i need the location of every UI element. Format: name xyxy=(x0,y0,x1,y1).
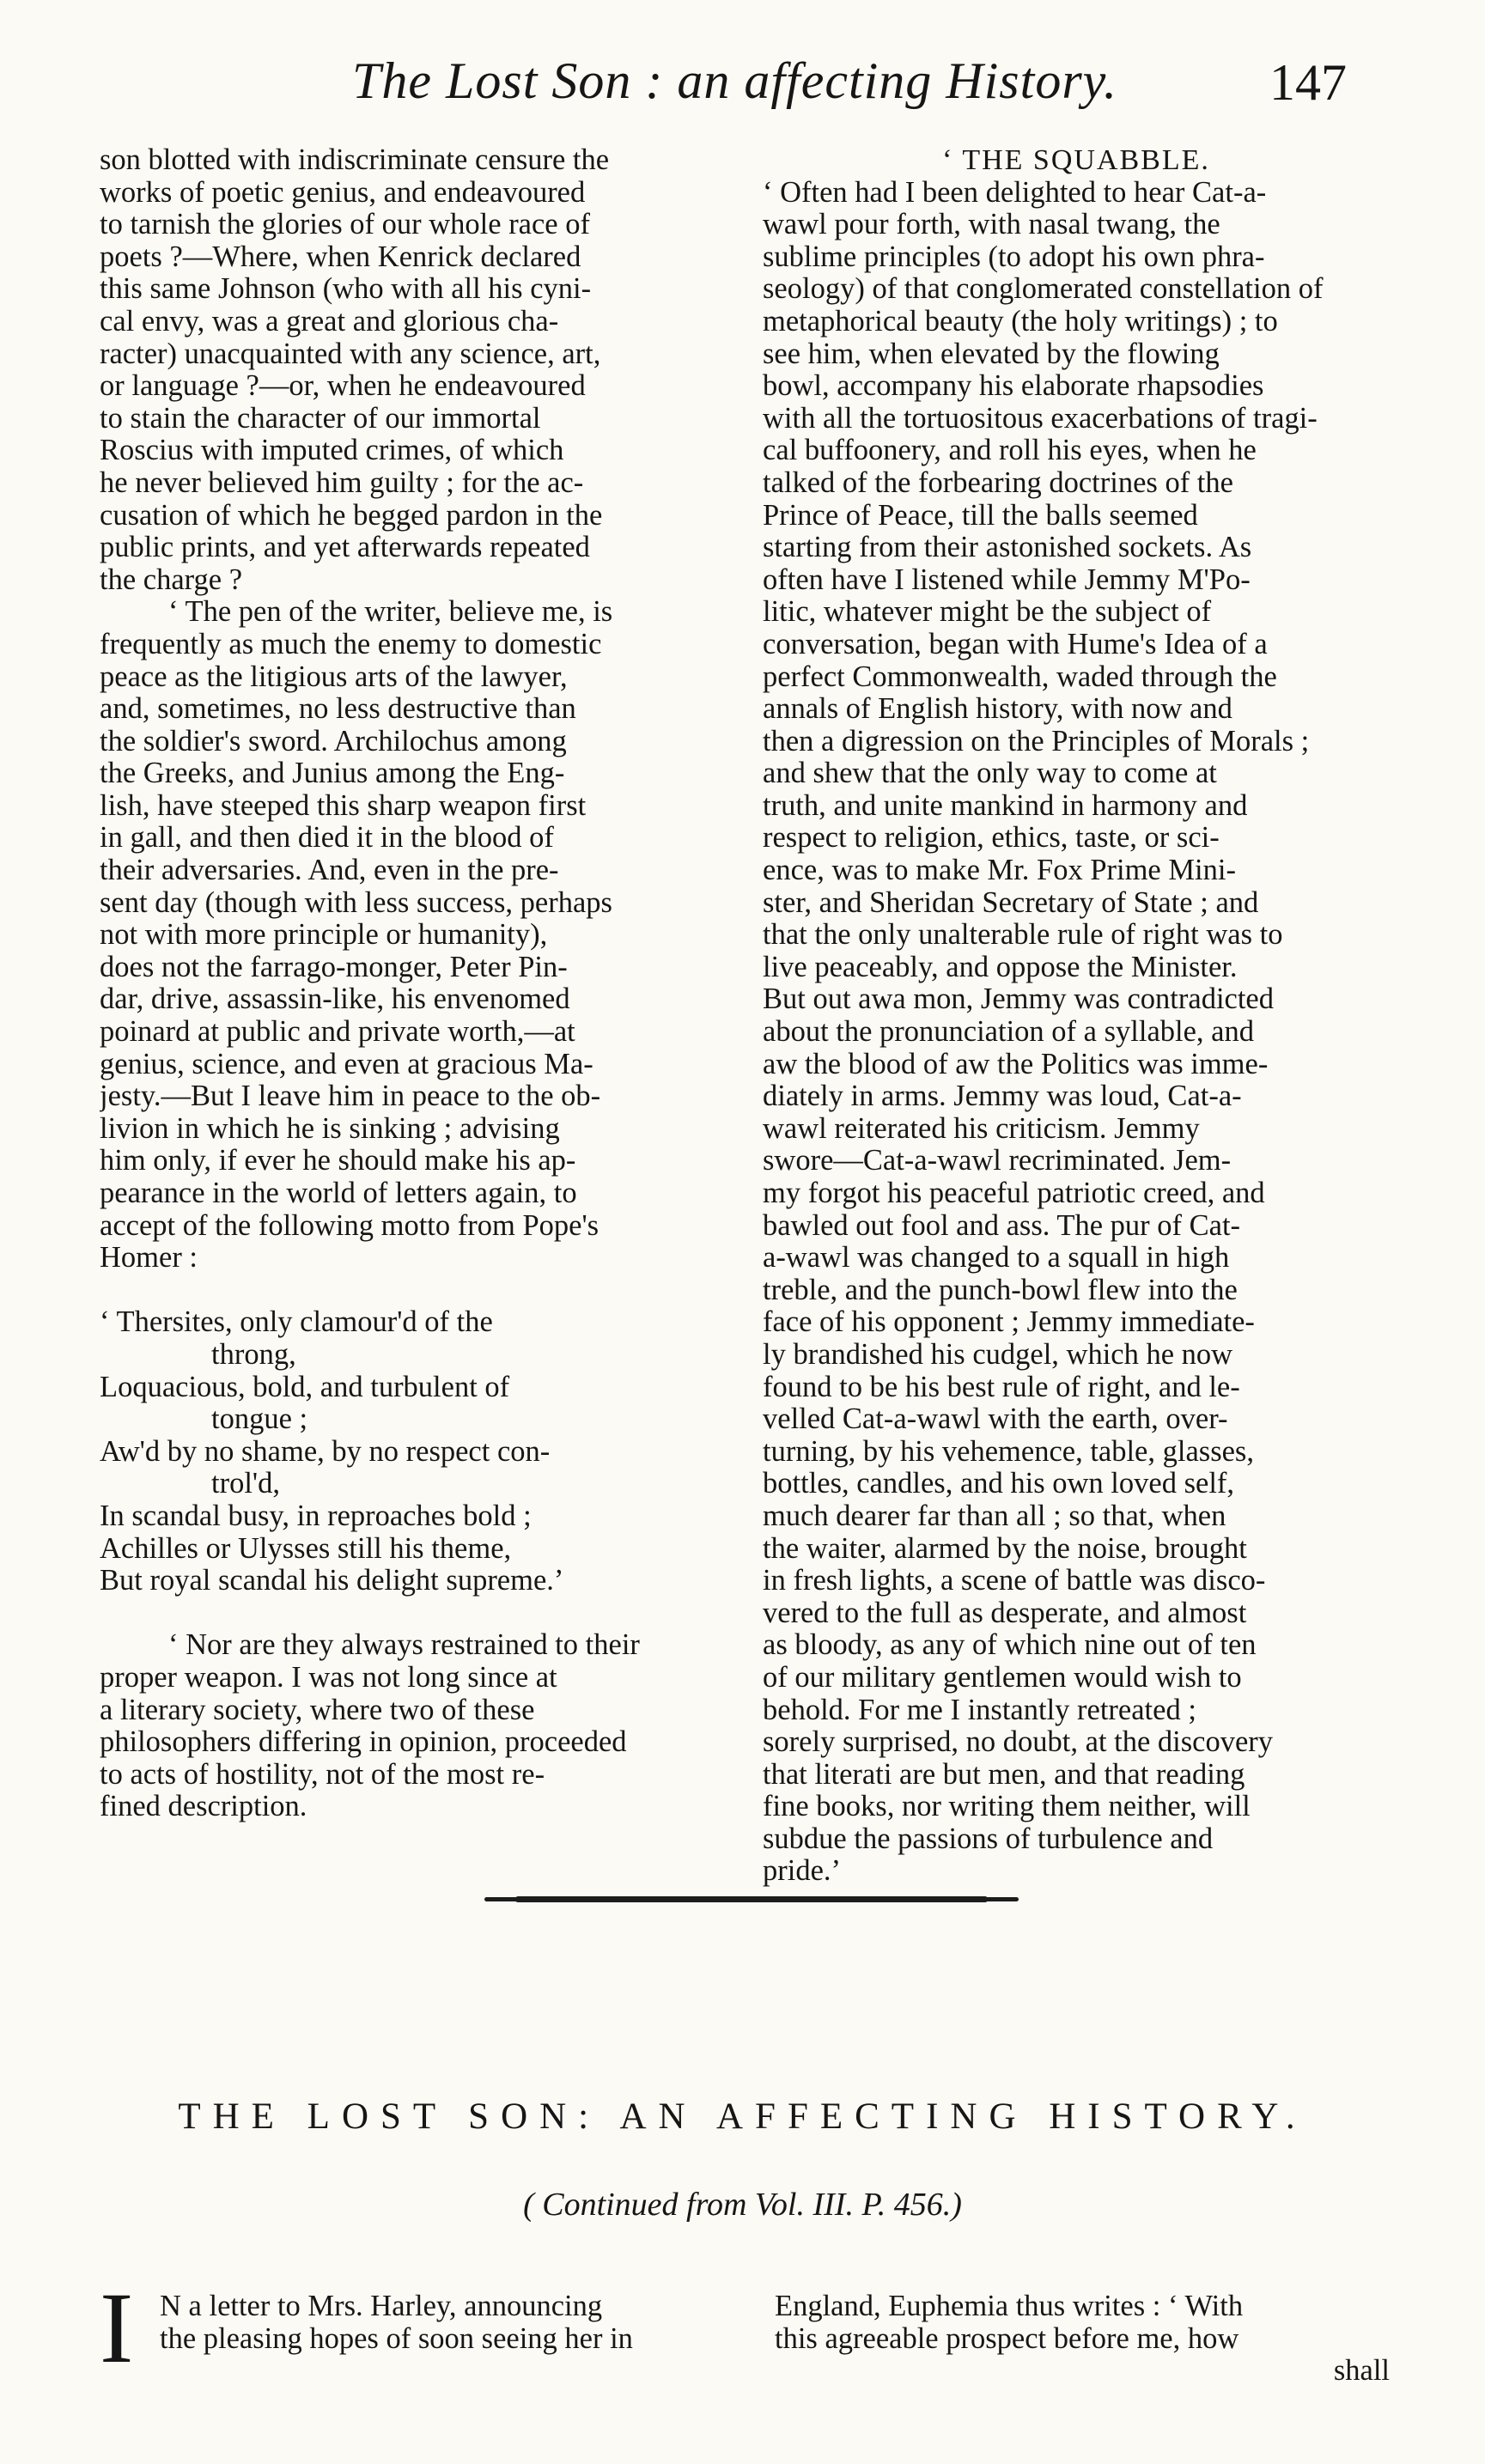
text-line: does not the farrago-monger, Peter Pin- xyxy=(100,951,568,983)
text-line: and shew that the only way to come at xyxy=(763,757,1217,790)
article-body-right xyxy=(775,2291,1390,2388)
text-line: cal envy, was a great and glorious cha- xyxy=(100,305,559,338)
text-line: the charge ? xyxy=(100,563,243,596)
text-line: in fresh lights, a scene of battle was disco- xyxy=(763,1565,1266,1597)
text-line: to acts of hostility, not of the most re- xyxy=(100,1758,545,1791)
verse-quotation xyxy=(100,1306,716,1597)
text-line: shall xyxy=(1333,2355,1390,2388)
text-line: works of poetic genius, and endeavoured xyxy=(100,176,586,209)
verse-line: Aw'd by no shame, by no respect con- xyxy=(100,1435,551,1468)
text-line: pride.’ xyxy=(763,1855,842,1888)
right-column xyxy=(763,144,1390,1888)
text-line: talked of the forbearing doctrines of the xyxy=(763,466,1233,499)
text-line: proper weapon. I was not long since at xyxy=(100,1661,557,1694)
text-line: bawled out fool and ass. The pur of Cat- xyxy=(763,1209,1241,1242)
text-line: their adversaries. And, even in the pre- xyxy=(100,855,559,887)
text-line: turning, by his vehemence, table, glasses, xyxy=(763,1435,1254,1468)
text-line: dar, drive, assassin-like, his envenomed xyxy=(100,983,570,1016)
page-number: 147 xyxy=(1269,54,1347,111)
text-line: accept of the following motto from Pope's xyxy=(100,1209,599,1242)
text-line: with all the tortuositous exacerbations of tragi- xyxy=(763,402,1318,435)
text-line: velled Cat-a-wawl with the earth, over- xyxy=(763,1403,1228,1436)
text-line: the pleasing hopes of soon seeing her in xyxy=(160,2322,633,2355)
text-line: that literati are but men, and that reading xyxy=(763,1758,1245,1791)
verse-line: Loquacious, bold, and turbulent of xyxy=(100,1371,510,1403)
left-column-body xyxy=(100,144,716,1275)
text-line: ster, and Sheridan Secretary of State ; and xyxy=(763,886,1259,919)
text-line: ‘ Nor are they always restrained to their xyxy=(168,1629,640,1662)
text-line: sent day (though with less success, perhaps xyxy=(100,886,612,919)
text-line: as bloody, as any of which nine out of ten xyxy=(763,1629,1257,1662)
text-line: sorely surprised, no doubt, at the discovery xyxy=(763,1726,1274,1759)
text-line: the waiter, alarmed by the noise, brought xyxy=(763,1532,1247,1565)
section-heading-squabble: ‘ THE SQUABBLE. xyxy=(942,144,1210,176)
section-divider-rule xyxy=(515,1896,988,1902)
text-line: pearance in the world of letters again, to xyxy=(100,1177,577,1209)
text-line: he never believed him guilty ; for the ac- xyxy=(100,466,584,499)
text-line: sublime principles (to adopt his own phra- xyxy=(763,240,1265,273)
text-line: found to be his best rule of right, and le- xyxy=(763,1371,1240,1403)
text-line: treble, and the punch-bowl flew into the xyxy=(763,1274,1238,1306)
text-line: to stain the character of our immortal xyxy=(100,402,541,435)
left-column xyxy=(100,144,716,1823)
text-line: seology) of that conglomerated constellation of xyxy=(763,273,1324,306)
text-line: swore—Cat-a-wawl recriminated. Jem- xyxy=(763,1145,1232,1177)
text-line: public prints, and yet afterwards repeated xyxy=(100,532,590,564)
text-line: this agreeable prospect before me, how xyxy=(775,2322,1239,2355)
text-line: fine books, nor writing them neither, will xyxy=(763,1791,1251,1823)
text-line: diately in arms. Jemmy was loud, Cat-a- xyxy=(763,1080,1242,1113)
article-title: THE LOST SON: AN AFFECTING HISTORY. xyxy=(178,2096,1307,2137)
text-line: ence, was to make Mr. Fox Prime Mini- xyxy=(763,855,1236,887)
text-line: cal buffoonery, and roll his eyes, when he xyxy=(763,435,1257,467)
text-line: aw the blood of aw the Politics was imme- xyxy=(763,1048,1269,1080)
text-line: lish, have steeped this sharp weapon first xyxy=(100,789,587,822)
text-line: jesty.—But I leave him in peace to the ob- xyxy=(100,1080,601,1113)
text-line: ‘ The pen of the writer, believe me, is xyxy=(168,596,613,629)
verse-line: But royal scandal his delight supreme.’ xyxy=(100,1565,564,1597)
left-column-closing xyxy=(100,1629,716,1823)
text-line: perfect Commonwealth, waded through the xyxy=(763,660,1277,693)
text-line: a literary society, where two of these xyxy=(100,1694,535,1726)
text-line: wawl reiterated his criticism. Jemmy xyxy=(763,1112,1200,1145)
text-line: peace as the litigious arts of the lawyer, xyxy=(100,660,568,693)
running-title: The Lost Son : an affecting History. xyxy=(352,52,1117,109)
verse-line: throng, xyxy=(211,1338,296,1371)
text-line: poets ?—Where, when Kenrick declared xyxy=(100,240,581,273)
verse-line: tongue ; xyxy=(211,1403,308,1436)
text-line: much dearer far than all ; so that, when xyxy=(763,1500,1226,1532)
text-line: Homer : xyxy=(100,1242,198,1275)
verse-line: In scandal busy, in reproaches bold ; xyxy=(100,1500,532,1532)
text-line: ‘ Often had I been delighted to hear Cat-a- xyxy=(763,176,1267,209)
text-line: respect to religion, ethics, taste, or sci- xyxy=(763,822,1220,855)
text-line: son blotted with indiscriminate censure the xyxy=(100,144,610,176)
text-line: of our military gentlemen would wish to xyxy=(763,1661,1242,1694)
text-line: then a digression on the Principles of Morals ; xyxy=(763,725,1310,757)
text-line: cusation of which he begged pardon in the xyxy=(100,499,603,532)
text-line: philosophers differing in opinion, proceeded xyxy=(100,1726,627,1759)
verse-line: trol'd, xyxy=(211,1468,281,1500)
text-line: bottles, candles, and his own loved self, xyxy=(763,1468,1235,1500)
text-line: the Greeks, and Junius among the Eng- xyxy=(100,757,565,790)
text-line: that the only unalterable rule of right was to xyxy=(763,919,1283,952)
text-line: truth, and unite mankind in harmony and xyxy=(763,789,1248,822)
text-line: in gall, and then died it in the blood of xyxy=(100,822,554,855)
text-line: England, Euphemia thus writes : ‘ With xyxy=(775,2291,1244,2322)
text-line: often have I listened while Jemmy M'Po- xyxy=(763,563,1251,596)
text-line: genius, science, and even at gracious Ma- xyxy=(100,1048,593,1080)
page-header xyxy=(0,0,1485,146)
text-line: conversation, began with Hume's Idea of a xyxy=(763,628,1268,660)
text-line: or language ?—or, when he endeavoured xyxy=(100,370,586,403)
text-line: N a letter to Mrs. Harley, announcing xyxy=(160,2291,603,2322)
right-column-body xyxy=(763,177,1390,1888)
text-line: racter) unacquainted with any science, art, xyxy=(100,338,601,370)
text-line: starting from their astonished sockets. As xyxy=(763,532,1252,564)
text-line: a-wawl was changed to a squall in high xyxy=(763,1242,1230,1275)
text-line: face of his opponent ; Jemmy immediate- xyxy=(763,1306,1255,1339)
text-line: Prince of Peace, till the balls seemed xyxy=(763,499,1198,532)
text-line: litic, whatever might be the subject of xyxy=(763,596,1212,629)
text-line: him only, if ever he should make his ap- xyxy=(100,1145,576,1177)
text-line: this same Johnson (who with all his cyni- xyxy=(100,273,592,306)
text-line: poinard at public and private worth,—at xyxy=(100,1016,575,1049)
text-line: and, sometimes, no less destructive than xyxy=(100,693,576,726)
text-line: vered to the full as desperate, and almost xyxy=(763,1597,1247,1629)
verse-line: ‘ Thersites, only clamour'd of the xyxy=(100,1306,493,1339)
drop-cap: I xyxy=(100,2272,134,2384)
text-line: see him, when elevated by the flowing xyxy=(763,338,1220,370)
text-line: not with more principle or humanity), xyxy=(100,919,548,952)
text-line: frequently as much the enemy to domestic xyxy=(100,628,602,660)
text-line: livion in which he is sinking ; advising xyxy=(100,1112,560,1145)
text-line: the soldier's sword. Archilochus among xyxy=(100,725,567,757)
article-continued-note: ( Continued from Vol. III. P. 456.) xyxy=(523,2187,962,2223)
text-line: about the pronunciation of a syllable, and xyxy=(763,1016,1254,1049)
text-line: bowl, accompany his elaborate rhapsodies xyxy=(763,370,1264,403)
text-line: live peaceably, and oppose the Minister. xyxy=(763,951,1238,983)
text-line: wawl pour forth, with nasal twang, the xyxy=(763,209,1220,241)
text-line: Roscius with imputed crimes, of which xyxy=(100,435,564,467)
text-line: to tarnish the glories of our whole race of xyxy=(100,209,590,241)
text-line: metaphorical beauty (the holy writings) ; to xyxy=(763,305,1278,338)
text-line: fined description. xyxy=(100,1791,307,1823)
text-line: ly brandished his cudgel, which he now xyxy=(763,1338,1233,1371)
text-line: my forgot his peaceful patriotic creed, and xyxy=(763,1177,1265,1209)
article-body-left xyxy=(160,2291,718,2355)
text-line: behold. For me I instantly retreated ; xyxy=(763,1694,1196,1726)
text-line: subdue the passions of turbulence and xyxy=(763,1822,1214,1855)
verse-line: Achilles or Ulysses still his theme, xyxy=(100,1532,512,1565)
text-line: But out awa mon, Jemmy was contradicted xyxy=(763,983,1274,1016)
text-line: annals of English history, with now and xyxy=(763,693,1232,726)
